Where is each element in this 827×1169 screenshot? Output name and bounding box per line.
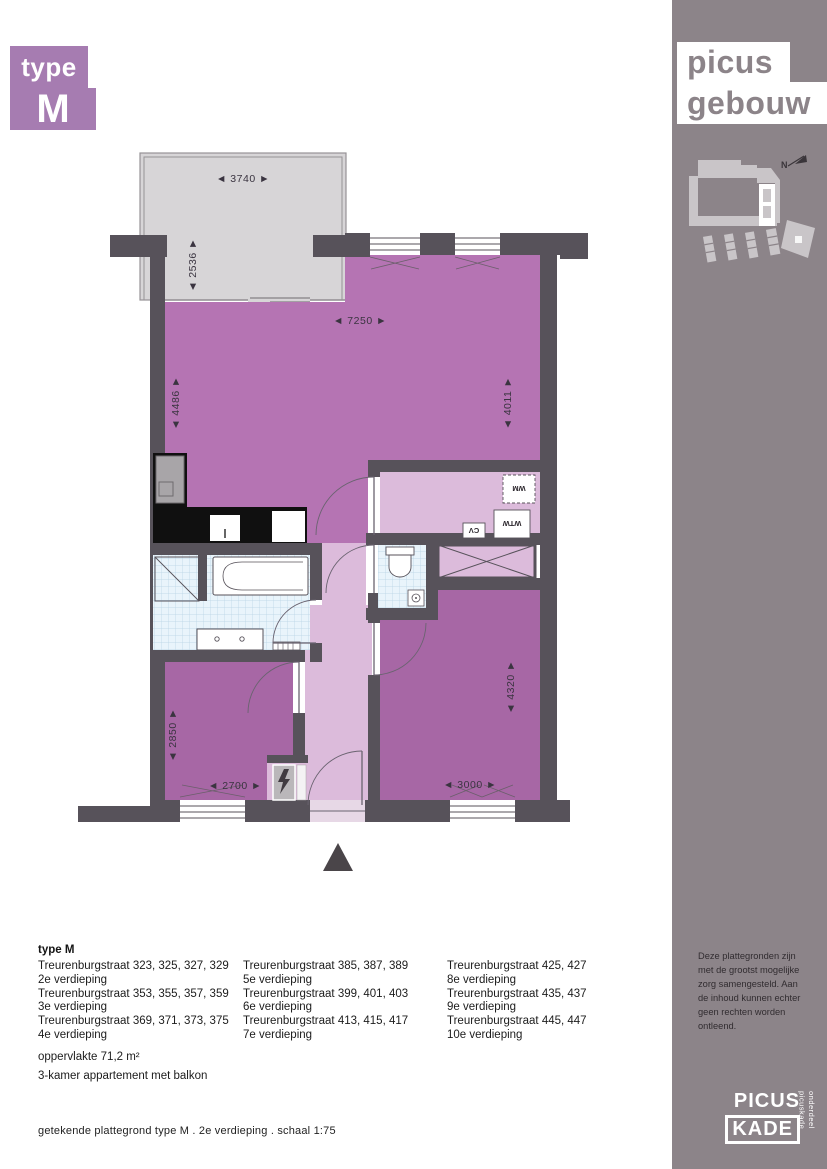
living-width-dim: ◄ 7250 ► [333,315,387,327]
sidebar [672,0,827,1169]
floor-line: 8e verdieping [447,973,517,986]
floor-line: 4e verdieping [38,1028,108,1041]
bedroom1-right-wall [293,713,305,755]
north-arrow-icon [781,155,807,170]
bedroom2-depth-dim: ◄ 4320 ► [505,660,517,714]
address-column-3 [447,960,587,1043]
floor-line: 5e verdieping [243,973,313,986]
vertical-text-line1: onderdeel [807,1091,816,1129]
balcony-width-dim: ◄ 3740 ► [216,173,270,185]
wtw-unit-label: WTW [502,519,522,528]
bathroom-top-wall [150,543,322,555]
living-depth-right-dim: ◄ 4011 ► [502,376,514,430]
type-logo-letter [10,88,96,130]
meter-cupboard [273,765,306,800]
washing-machine-label: WM [512,484,526,493]
bedroom2-width-dim: ◄ 3000 ► [443,779,497,791]
address-line: Treurenburgstraat 369, 371, 373, 375 [38,1015,229,1028]
toilet-corner-sink [408,590,424,606]
area-text: oppervlakte 71,2 m² [38,1051,140,1063]
entrance-marker [323,843,353,871]
north-label: N [781,160,788,170]
vanity [197,629,263,650]
right-wall [540,255,557,810]
floor-line: 10e verdieping [447,1028,523,1041]
balcony-depth-dim: ◄ 2536 ► [187,238,199,292]
disclaimer-text: Deze plattegronden zijn met de grootst mogelijke zorg samengesteld. Aan de inhoud kunnen echter geen rechten worden ontleend. [698,951,801,1031]
bedroom1-top-wall [150,650,305,662]
site-row-buildings [703,228,780,262]
living-depth-left-dim: ◄ 4486 ► [170,376,182,430]
picuskade-logo-bottom: KADE [725,1115,800,1144]
site-map [685,148,822,288]
description-text: 3-kamer appartement met balkon [38,1070,208,1082]
shaft [438,545,535,578]
address-line: Treurenburgstraat 323, 325, 327, 329 [38,960,229,972]
picuskade-logo-top: PICUS [733,1090,800,1112]
address-line: Treurenburgstraat 435, 437 [447,987,587,1000]
meterkast-jog-wall [267,755,308,763]
address-line: Treurenburgstraat 353, 355, 357, 359 [38,987,229,1000]
address-line: Treurenburgstraat 399, 401, 403 [243,987,409,1000]
bathtub [213,557,308,595]
address-line: Treurenburgstraat 413, 415, 417 [243,1015,409,1028]
wall-stub-left [110,235,167,257]
brand-gebouw-label: gebouw [687,85,811,121]
bottom-wall-stub [78,806,150,822]
brand-gebouw [677,82,827,124]
address-column-2 [243,960,408,1043]
site-highlighted-wing [759,184,775,226]
type-letter: M [36,86,70,131]
type-logo-label: type [21,51,77,82]
floor-line: 2e verdieping [38,973,108,986]
utility-top-wall [368,460,540,472]
cv-unit-label: CV [468,526,480,535]
toilet-right-wall [426,533,438,620]
floor-line: 7e verdieping [243,1028,313,1041]
vertical-text-line2: picuskade [797,1091,807,1130]
top-wall [500,233,570,255]
address-line: Treurenburgstraat 385, 387, 389 [243,960,409,972]
picuskade-vertical-text [797,1091,817,1129]
toilet-bottom-wall [366,608,438,620]
bottom-wall [515,800,570,822]
bedroom1-width-dim: ◄ 2700 ► [208,780,262,792]
hall-right-wall [368,675,380,800]
picuskade-logo [722,1090,822,1160]
drawing-caption: getekende plattegrond type M . 2e verdieping . schaal 1:75 [38,1125,336,1137]
floor-plan [70,145,600,875]
top-right-notch [560,233,588,259]
address-column-1 [38,960,229,1043]
bedroom2-top-wall [426,578,540,590]
brand-picus [677,42,790,82]
bathroom [153,555,316,650]
address-line: Treurenburgstraat 445, 447 [447,1015,587,1028]
type-logo-word [10,46,88,88]
floor-line: 3e verdieping [38,1001,108,1014]
kitchen-cooktop [272,511,305,542]
info-type-title: type M [38,944,75,956]
address-line: Treurenburgstraat 425, 427 [447,960,587,972]
bedroom1-depth-dim: ◄ 2850 ► [167,708,179,762]
brand-picus-label: picus [687,44,774,80]
floor-line: 9e verdieping [447,1001,517,1014]
floor-line: 6e verdieping [243,1001,313,1014]
